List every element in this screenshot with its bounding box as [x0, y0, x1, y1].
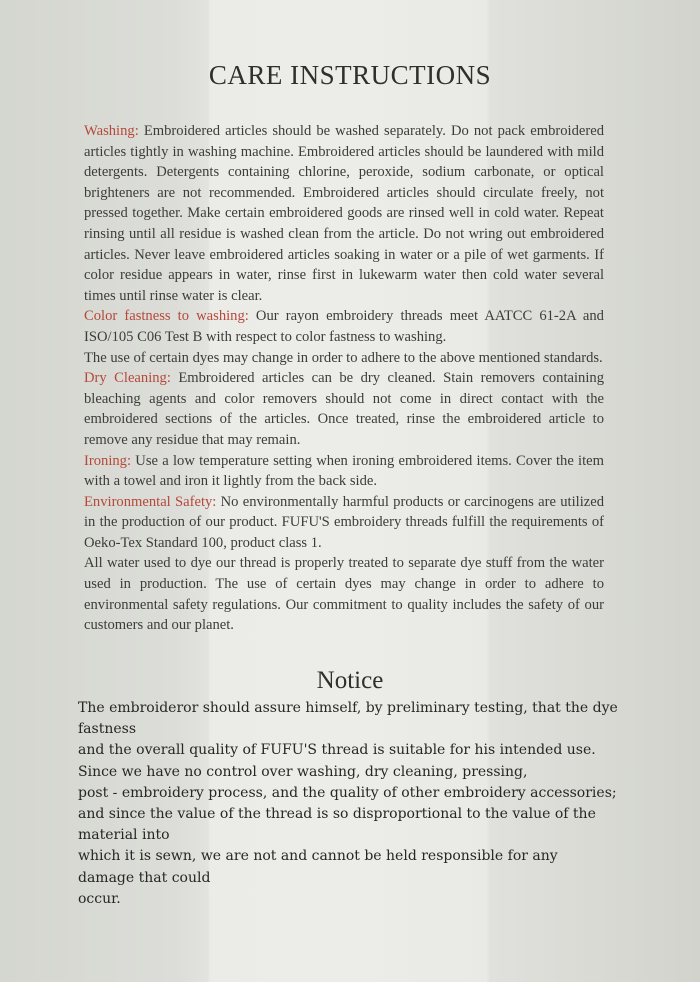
paragraph-environmental-safety	[84, 492, 604, 554]
section-label-dry-cleaning: Dry Cleaning:	[84, 370, 171, 387]
section-label-washing: Washing:	[84, 123, 139, 139]
page-title: CARE INSTRUCTIONS	[208, 60, 492, 90]
paragraph-washing	[84, 121, 604, 306]
section-text-ironing: Use a low temperature setting when ironing embroidered items. Cover the item with a towel and iron it lightly from the back side.	[84, 452, 604, 490]
section-text-water-treatment: All water used to dye our thread is properly treated to separate dye stuff from the water used in production. The use of certain dyes may change in order to adhere to environmental safety regulations. Our commitment to quality includes the safety of our customers and our planet.	[84, 555, 604, 634]
section-text-color-fastness: Our rayon embroidery threads meet AATCC 61-2A and ISO/105 C06 Test B with respect to color fastness to washing.	[84, 308, 604, 345]
notice-line: and since the value of the thread is so disproportional to the value of the material into	[78, 806, 596, 844]
notice-line: The embroideror should assure himself, by preliminary testing, that the dye fastness	[78, 700, 618, 738]
paragraph-dry-cleaning	[84, 368, 604, 450]
notice-line: and the overall quality of FUFU'S thread is suitable for his intended use.	[78, 742, 596, 759]
paragraph-water-treatment	[84, 553, 604, 635]
paragraph-dyes-standards	[84, 348, 604, 369]
section-label-ironing: Ironing:	[84, 452, 132, 469]
notice-line: which it is sewn, we are not and cannot be held responsible for any damage that could	[78, 848, 558, 886]
notice-title: Notice	[316, 667, 384, 694]
section-text-dry-cleaning: Embroidered articles can be dry cleaned. Stain removers containing bleaching agents and color removers should not come in direct contact with the embroidered sections of the articles. Once treated, rinse the embroidered article to remove any residue that may remain.	[84, 370, 604, 448]
notice-line: occur.	[78, 890, 121, 907]
notice-line: Since we have no control over washing, dry cleaning, pressing,	[78, 763, 528, 780]
section-text-environmental-safety: No environmentally harmful products or carcinogens are utilized in the production of our product. FUFU'S embroidery threads fulfill the requirements of Oeko-Tex Standard 100, product class 1.	[84, 493, 604, 551]
section-label-environmental-safety: Environmental Safety:	[84, 493, 217, 510]
section-text-dyes-standards: The use of certain dyes may change in order to adhere to the above mentioned standards.	[84, 349, 603, 366]
care-section	[84, 121, 604, 636]
notice-line: post - embroidery process, and the quality of other embroidery accessories;	[78, 784, 617, 801]
paragraph-color-fastness	[84, 306, 604, 347]
section-label-color-fastness: Color fastness to washing:	[84, 308, 249, 325]
notice-body	[78, 698, 618, 910]
section-text-washing: Embroidered articles should be washed separately. Do not pack embroidered articles tightly in washing machine. Embroidered articles should be laundered with mild detergents. Detergents containing chlorine, peroxide, sodium carbonate, or optical brighteners are not recommended. Embroidered articles should circulate freely, not pressed together. Make certain embroidered goods are rinsed well in cold water. Repeat rinsing until all residue is washed clean from the article. Do not wring out embroidered articles. Never leave embroidered articles soaking in water or a pile of wet garments. If color residue appears in water, rinse first in lukewarm water then cold water several times until rinse water is clear.	[84, 123, 604, 304]
paragraph-ironing	[84, 451, 604, 492]
